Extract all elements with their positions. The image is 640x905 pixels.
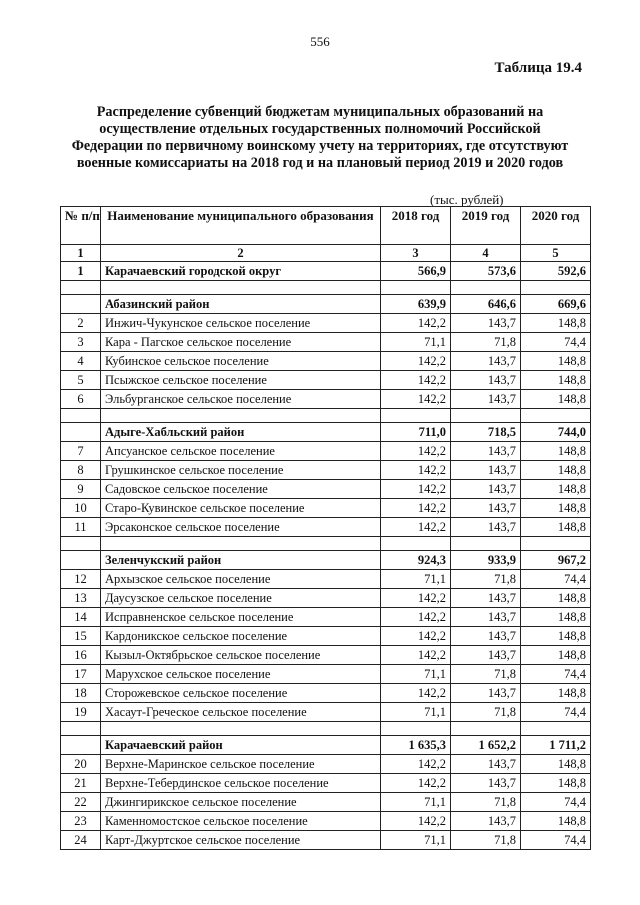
value-2019-cell: 143,7 — [451, 442, 521, 461]
table-row — [61, 812, 591, 831]
row-number-cell — [61, 423, 101, 442]
header-cell-2018: 2018 год — [381, 207, 451, 245]
units-label: (тыс. рублей) — [430, 192, 504, 207]
value-2018-cell: 711,0 — [381, 423, 451, 442]
municipality-name-cell: Карачаевский район — [101, 736, 381, 755]
table-row — [61, 570, 591, 589]
value-2020-cell: 148,8 — [521, 480, 591, 499]
value-2019-cell: 71,8 — [451, 665, 521, 684]
municipality-name-cell: Апсуанское сельское поселение — [101, 442, 381, 461]
row-number-cell: 16 — [61, 646, 101, 665]
value-2018-cell: 142,2 — [381, 442, 451, 461]
table-row — [61, 461, 591, 480]
value-2020-cell: 148,8 — [521, 371, 591, 390]
table-row — [61, 390, 591, 409]
district-total-row — [61, 423, 591, 442]
value-2019-cell: 143,7 — [451, 812, 521, 831]
value-2018-cell: 142,2 — [381, 499, 451, 518]
table-header-row — [61, 207, 591, 245]
header-cell-name: Наименование муниципального образования — [101, 207, 381, 245]
value-2019-cell: 1 652,2 — [451, 736, 521, 755]
value-2019-cell: 71,8 — [451, 831, 521, 850]
empty-cell — [61, 281, 101, 295]
row-number-cell: 3 — [61, 333, 101, 352]
value-2019-cell: 143,7 — [451, 646, 521, 665]
value-2018-cell: 142,2 — [381, 627, 451, 646]
municipality-name-cell: Каменномостское сельское поселение — [101, 812, 381, 831]
municipality-name-cell: Карт-Джуртское сельское поселение — [101, 831, 381, 850]
value-2018-cell: 142,2 — [381, 518, 451, 537]
row-number-cell: 24 — [61, 831, 101, 850]
value-2018-cell: 142,2 — [381, 812, 451, 831]
value-2018-cell: 71,1 — [381, 703, 451, 722]
row-number-cell — [61, 295, 101, 314]
district-total-row — [61, 736, 591, 755]
value-2019-cell: 143,7 — [451, 371, 521, 390]
value-2019-cell: 143,7 — [451, 774, 521, 793]
spacer-row — [61, 409, 591, 423]
empty-cell — [61, 722, 101, 736]
value-2020-cell: 74,4 — [521, 665, 591, 684]
row-number-cell: 21 — [61, 774, 101, 793]
table-row — [61, 499, 591, 518]
table-row — [61, 371, 591, 390]
value-2020-cell: 148,8 — [521, 774, 591, 793]
row-number-cell: 19 — [61, 703, 101, 722]
row-number-cell: 10 — [61, 499, 101, 518]
row-number-cell: 2 — [61, 314, 101, 333]
value-2018-cell: 1 635,3 — [381, 736, 451, 755]
value-2018-cell: 71,1 — [381, 333, 451, 352]
value-2018-cell: 142,2 — [381, 480, 451, 499]
value-2018-cell: 71,1 — [381, 831, 451, 850]
municipality-name-cell: Марухское сельское поселение — [101, 665, 381, 684]
value-2020-cell: 74,4 — [521, 703, 591, 722]
spacer-row — [61, 722, 591, 736]
municipality-name-cell: Исправненское сельское поселение — [101, 608, 381, 627]
municipality-name-cell: Старо-Кувинское сельское поселение — [101, 499, 381, 518]
municipality-name-cell: Карачаевский городской округ — [101, 262, 381, 281]
district-total-row — [61, 262, 591, 281]
page-number: 556 — [310, 34, 330, 49]
row-number-cell — [61, 551, 101, 570]
spacer-row — [61, 281, 591, 295]
value-2020-cell: 148,8 — [521, 352, 591, 371]
value-2018-cell: 142,2 — [381, 755, 451, 774]
header-cell-2019: 2019 год — [451, 207, 521, 245]
district-total-row — [61, 551, 591, 570]
table-row — [61, 314, 591, 333]
empty-cell — [101, 409, 381, 423]
value-2020-cell: 148,8 — [521, 461, 591, 480]
municipality-name-cell: Кубинское сельское поселение — [101, 352, 381, 371]
municipality-name-cell: Садовское сельское поселение — [101, 480, 381, 499]
empty-cell — [61, 537, 101, 551]
value-2018-cell: 639,9 — [381, 295, 451, 314]
value-2020-cell: 592,6 — [521, 262, 591, 281]
value-2019-cell: 143,7 — [451, 608, 521, 627]
row-number-cell: 17 — [61, 665, 101, 684]
value-2018-cell: 142,2 — [381, 774, 451, 793]
empty-cell — [381, 409, 451, 423]
value-2019-cell: 143,7 — [451, 499, 521, 518]
value-2019-cell: 143,7 — [451, 390, 521, 409]
column-number: 1 — [61, 245, 101, 262]
table-row — [61, 793, 591, 812]
column-number: 4 — [451, 245, 521, 262]
table-row — [61, 608, 591, 627]
table-row — [61, 665, 591, 684]
row-number-cell: 23 — [61, 812, 101, 831]
municipality-name-cell: Сторожевское сельское поселение — [101, 684, 381, 703]
table-row — [61, 352, 591, 371]
table-row — [61, 831, 591, 850]
value-2018-cell: 142,2 — [381, 461, 451, 480]
empty-cell — [521, 409, 591, 423]
municipality-name-cell: Грушкинское сельское поселение — [101, 461, 381, 480]
row-number-cell: 9 — [61, 480, 101, 499]
empty-cell — [521, 537, 591, 551]
value-2019-cell: 143,7 — [451, 684, 521, 703]
row-number-cell: 12 — [61, 570, 101, 589]
empty-cell — [101, 281, 381, 295]
row-number-cell: 1 — [61, 262, 101, 281]
row-number-cell: 13 — [61, 589, 101, 608]
value-2020-cell: 148,8 — [521, 314, 591, 333]
value-2020-cell: 148,8 — [521, 518, 591, 537]
empty-cell — [451, 409, 521, 423]
value-2020-cell: 148,8 — [521, 812, 591, 831]
value-2020-cell: 74,4 — [521, 570, 591, 589]
value-2018-cell: 142,2 — [381, 684, 451, 703]
column-numbering-row — [61, 245, 591, 262]
value-2019-cell: 143,7 — [451, 461, 521, 480]
value-2019-cell: 143,7 — [451, 352, 521, 371]
empty-cell — [101, 722, 381, 736]
value-2018-cell: 71,1 — [381, 793, 451, 812]
empty-cell — [451, 722, 521, 736]
value-2018-cell: 142,2 — [381, 589, 451, 608]
municipality-name-cell: Кызыл-Октябрьское сельское поселение — [101, 646, 381, 665]
municipality-name-cell: Эльбурганское сельское поселение — [101, 390, 381, 409]
document-title: Распределение субвенций бюджетам муниципальных образований на осуществление отдельных государственных полномочий Российской Федерации по первичному воинскому учету на территориях, где отсутствуют военные комиссариаты на 2018 год и на плановый период 2019 и 2020 годов — [71, 104, 569, 171]
table-row — [61, 755, 591, 774]
municipality-name-cell: Даусузское сельское поселение — [101, 589, 381, 608]
table-row — [61, 684, 591, 703]
row-number-cell: 14 — [61, 608, 101, 627]
row-number-cell: 4 — [61, 352, 101, 371]
value-2019-cell: 933,9 — [451, 551, 521, 570]
municipality-name-cell: Архызское сельское поселение — [101, 570, 381, 589]
table-row — [61, 442, 591, 461]
value-2018-cell: 142,2 — [381, 352, 451, 371]
column-number: 3 — [381, 245, 451, 262]
row-number-cell: 15 — [61, 627, 101, 646]
municipality-name-cell: Кара - Пагское сельское поселение — [101, 333, 381, 352]
value-2020-cell: 148,8 — [521, 755, 591, 774]
value-2019-cell: 71,8 — [451, 333, 521, 352]
value-2018-cell: 142,2 — [381, 390, 451, 409]
empty-cell — [451, 281, 521, 295]
value-2019-cell: 71,8 — [451, 703, 521, 722]
table-row — [61, 480, 591, 499]
municipality-name-cell: Зеленчукский район — [101, 551, 381, 570]
value-2020-cell: 148,8 — [521, 646, 591, 665]
row-number-cell: 18 — [61, 684, 101, 703]
value-2019-cell: 646,6 — [451, 295, 521, 314]
row-number-cell — [61, 736, 101, 755]
value-2019-cell: 718,5 — [451, 423, 521, 442]
municipality-name-cell: Верхне-Тебердинское сельское поселение — [101, 774, 381, 793]
spacer-row — [61, 537, 591, 551]
empty-cell — [381, 537, 451, 551]
table-row — [61, 627, 591, 646]
row-number-cell: 7 — [61, 442, 101, 461]
row-number-cell: 22 — [61, 793, 101, 812]
value-2019-cell: 143,7 — [451, 589, 521, 608]
row-number-cell: 5 — [61, 371, 101, 390]
empty-cell — [381, 722, 451, 736]
table-row — [61, 646, 591, 665]
value-2018-cell: 142,2 — [381, 314, 451, 333]
column-number: 2 — [101, 245, 381, 262]
value-2020-cell: 148,8 — [521, 627, 591, 646]
municipality-name-cell: Верхне-Маринское сельское поселение — [101, 755, 381, 774]
row-number-cell: 11 — [61, 518, 101, 537]
table-row — [61, 589, 591, 608]
value-2019-cell: 143,7 — [451, 755, 521, 774]
value-2020-cell: 148,8 — [521, 442, 591, 461]
municipality-name-cell: Хасаут-Греческое сельское поселение — [101, 703, 381, 722]
value-2019-cell: 143,7 — [451, 518, 521, 537]
header-cell-number: № п/п — [61, 207, 101, 245]
empty-cell — [521, 281, 591, 295]
value-2019-cell: 143,7 — [451, 480, 521, 499]
value-2018-cell: 71,1 — [381, 570, 451, 589]
value-2020-cell: 967,2 — [521, 551, 591, 570]
district-total-row — [61, 295, 591, 314]
value-2018-cell: 71,1 — [381, 665, 451, 684]
municipality-name-cell: Псыжское сельское поселение — [101, 371, 381, 390]
table-label: Таблица 19.4 — [494, 60, 582, 76]
value-2019-cell: 143,7 — [451, 627, 521, 646]
municipality-name-cell: Абазинский район — [101, 295, 381, 314]
empty-cell — [451, 537, 521, 551]
table-row — [61, 518, 591, 537]
value-2018-cell: 142,2 — [381, 608, 451, 627]
value-2020-cell: 74,4 — [521, 333, 591, 352]
empty-cell — [521, 722, 591, 736]
value-2020-cell: 148,8 — [521, 608, 591, 627]
value-2020-cell: 669,6 — [521, 295, 591, 314]
municipality-name-cell: Джингирикское сельское поселение — [101, 793, 381, 812]
value-2019-cell: 71,8 — [451, 570, 521, 589]
municipality-name-cell: Инжич-Чукунское сельское поселение — [101, 314, 381, 333]
value-2020-cell: 148,8 — [521, 589, 591, 608]
municipality-name-cell: Кардоникское сельское поселение — [101, 627, 381, 646]
municipality-name-cell: Эрсаконское сельское поселение — [101, 518, 381, 537]
empty-cell — [381, 281, 451, 295]
table-row — [61, 703, 591, 722]
value-2020-cell: 74,4 — [521, 831, 591, 850]
value-2018-cell: 142,2 — [381, 371, 451, 390]
value-2020-cell: 744,0 — [521, 423, 591, 442]
empty-cell — [101, 537, 381, 551]
value-2020-cell: 148,8 — [521, 499, 591, 518]
value-2019-cell: 143,7 — [451, 314, 521, 333]
row-number-cell: 8 — [61, 461, 101, 480]
row-number-cell: 20 — [61, 755, 101, 774]
value-2020-cell: 74,4 — [521, 793, 591, 812]
value-2020-cell: 148,8 — [521, 390, 591, 409]
value-2018-cell: 142,2 — [381, 646, 451, 665]
value-2018-cell: 924,3 — [381, 551, 451, 570]
value-2020-cell: 148,8 — [521, 684, 591, 703]
header-cell-2020: 2020 год — [521, 207, 591, 245]
value-2019-cell: 573,6 — [451, 262, 521, 281]
value-2018-cell: 566,9 — [381, 262, 451, 281]
value-2020-cell: 1 711,2 — [521, 736, 591, 755]
column-number: 5 — [521, 245, 591, 262]
value-2019-cell: 71,8 — [451, 793, 521, 812]
table-row — [61, 774, 591, 793]
table-row — [61, 333, 591, 352]
municipality-name-cell: Адыге-Хабльский район — [101, 423, 381, 442]
subvention-table — [60, 206, 591, 850]
empty-cell — [61, 409, 101, 423]
row-number-cell: 6 — [61, 390, 101, 409]
